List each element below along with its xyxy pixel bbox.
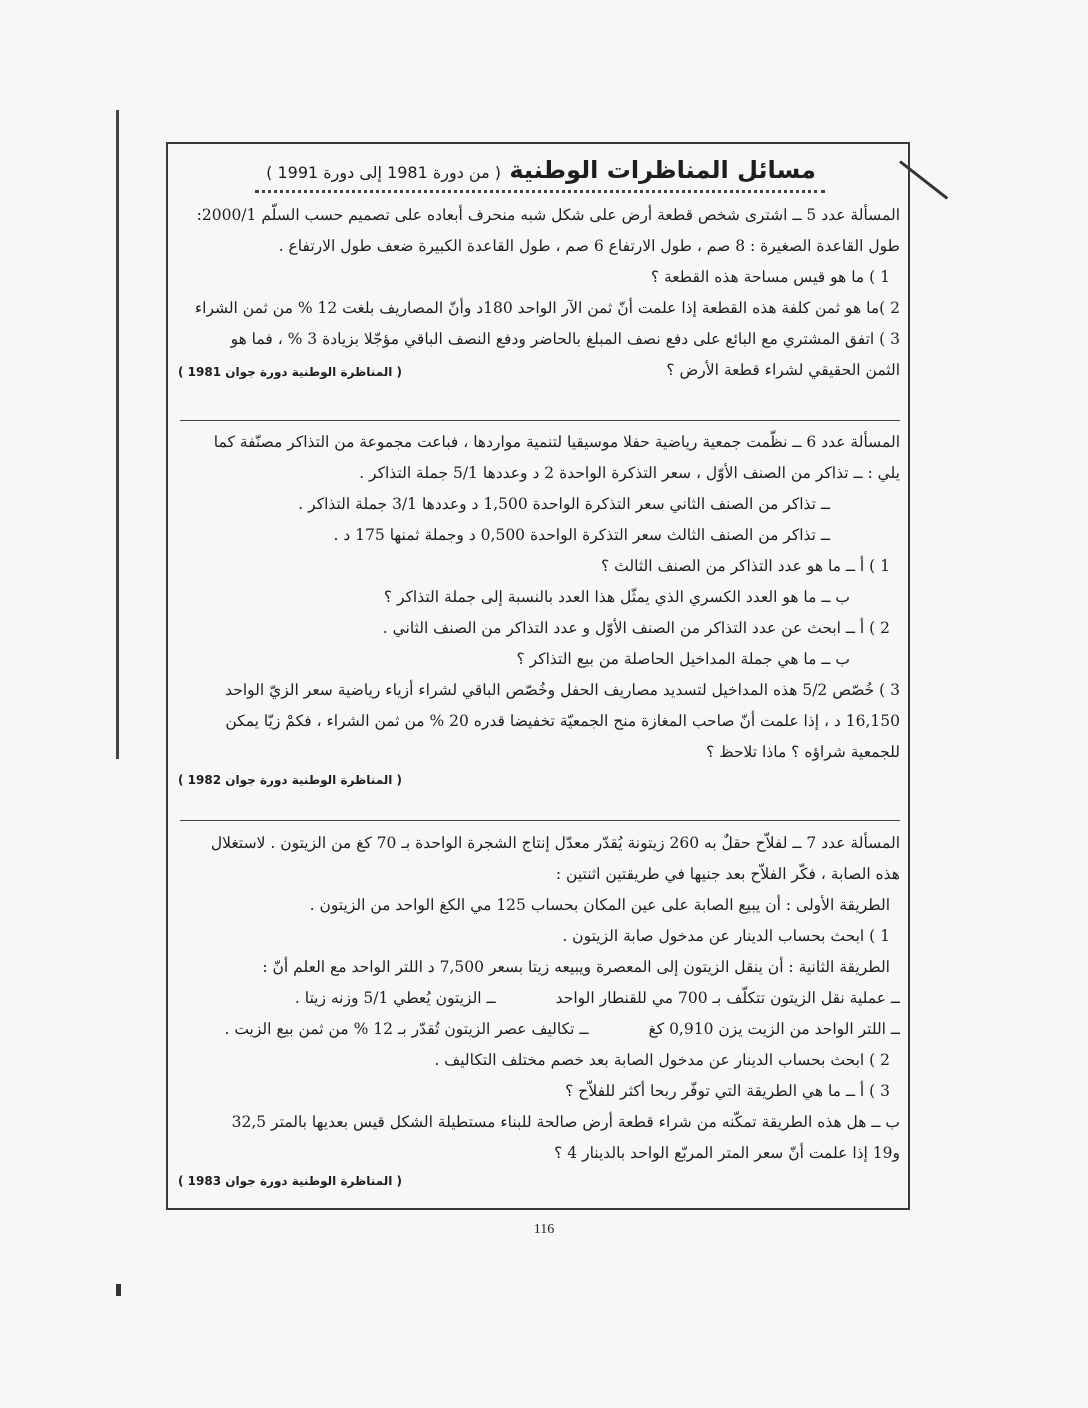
problem-7-press-cost: ــ تكاليف عصر الزيتون تُقدّر بـ 12 % من ثمن بيع الزيت . (224, 1020, 589, 1038)
problem-7-line-8: 2 ) ابحث بحساب الدينار عن مدخول الصابة بعد خصم مختلف التكاليف . (434, 1051, 890, 1069)
scan-left-edge (116, 110, 119, 1290)
problem-5-line-2: طول القاعدة الصغيرة : 8 صم ، طول الارتفاع 6 صم ، طول القاعدة الكبيرة ضعف طول الارتفاع . (278, 237, 900, 255)
problem-7-line-3: الطريقة الأولى : أن يبيع الصابة على عين المكان بحساب 125 مي الكغ الواحد من الزيتون . (309, 896, 890, 914)
problem-7-source: ( المناظرة الوطنية دورة جوان 1983 ) (178, 1174, 403, 1188)
title-dotted-rule (255, 190, 825, 193)
problem-7 (178, 828, 900, 1193)
problem-6-line-10: 16,150 د ، إذا علمت أنّ صاحب المغازة منح الجمعيّة تخفيضا قدره 20 % من ثمن الشراء ، فكمْ زيّا يمكن (225, 712, 900, 730)
problem-6-line-9: 3 ) خُصّص 5/2 هذه المداخيل لتسديد مصاريف الحفل وخُصّص الباقي لشراء أزياء رياضية سعر الزيّ الواحد (225, 681, 900, 699)
problem-5-line-5: 3 ) اتفق المشتري مع البائع على دفع نصف المبلغ بالحاضر ودفع النصف الباقي مؤجّلا بزيادة 3 % ، فما هو (230, 330, 900, 348)
problem-6-line-8: ب ــ ما هي جملة المداخيل الحاصلة من بيع التذاكر ؟ (516, 650, 850, 668)
scan-mark (116, 1284, 121, 1296)
title-main: مسائل المناظرات الوطنية (509, 156, 816, 184)
problem-7-line-9: 3 ) أ ــ ما هي الطريقة التي توفّر ربحا أكثر للفلاّح ؟ (565, 1082, 890, 1100)
problem-7-oil-weight: ــ اللتر الواحد من الزيت يزن 0,910 كغ (648, 1020, 900, 1038)
problem-6-source: ( المناظرة الوطنية دورة جوان 1982 ) (178, 773, 403, 787)
problem-6 (178, 427, 900, 792)
problem-6-line-7: 2 ) أ ــ ابحث عن عدد التذاكر من الصنف الأوّل و عدد التذاكر من الصنف الثاني . (382, 619, 890, 637)
problem-6-line-6: ب ــ ما هو العدد الكسري الذي يمثّل هذا العدد بالنسبة إلى جملة التذاكر ؟ (383, 588, 850, 606)
page-number: 116 (533, 1222, 555, 1237)
problem-6-line-1: المسألة عدد 6 ــ نظّمت جمعية رياضية حفلا موسيقيا لتنمية مواردها ، فباعت مجموعة من التذاكر مصنّفة كما (213, 433, 900, 451)
problem-6-line-11: للجمعية شراؤه ؟ ماذا تلاحظ ؟ (706, 743, 900, 761)
problem-6-line-3: ــ تذاكر من الصنف الثاني سعر التذكرة الواحدة 1,500 د وعددها 3/1 جملة التذاكر . (298, 495, 830, 513)
problem-6-line-2: يلي : ــ تذاكر من الصنف الأوّل ، سعر التذكرة الواحدة 2 د وعددها 5/1 جملة التذاكر . (359, 464, 900, 482)
problem-7-line-2: هذه الصابة ، فكّر الفلاّح بعد جنيها في طريقتين اثنتين : (555, 865, 900, 883)
problem-5 (178, 200, 900, 384)
problem-7-line-7 (178, 1014, 900, 1045)
problem-7-line-4: 1 ) ابحث بحساب الدينار عن مدخول صابة الزيتون . (562, 927, 890, 945)
problem-7-transport-cost: ــ عملية نقل الزيتون تتكلّف بـ 700 مي للقنطار الواحد (555, 989, 900, 1007)
problem-5-source: ( المناظرة الوطنية دورة جوان 1981 ) (178, 365, 403, 379)
problem-5-line-3: 1 ) ما هو قيس مساحة هذه القطعة ؟ (650, 268, 890, 286)
problem-6-line-5: 1 ) أ ــ ما هو عدد التذاكر من الصنف الثالث ؟ (601, 557, 890, 575)
problem-7-line-1: المسألة عدد 7 ــ لفلاّح حقلٌ به 260 زيتونة يُقدّر معدّل إنتاج الشجرة الواحدة بـ 70 كغ من الزيتون . لاستغلال (210, 834, 900, 852)
problem-7-line-10: ب ــ هل هذه الطريقة تمكّنه من شراء قطعة أرض صالحة للبناء مستطيلة الشكل قيس بعديها بالمتر 32,5 (231, 1113, 900, 1131)
page-title (190, 152, 892, 188)
problem-5-line-1: المسألة عدد 5 ــ اشترى شخص قطعة أرض على شكل شبه منحرف أبعاده على تصميم حسب السلّم 2000/1: (196, 206, 900, 224)
divider-1 (180, 420, 900, 421)
problem-5-line-4: 2 )ما هو ثمن كلفة هذه القطعة إذا علمت أنّ ثمن الآر الواحد 180د وأنّ المصاريف بلغت 12 % من ثمن الشراء (194, 299, 900, 317)
problem-7-oil-yield: ــ الزيتون يُعطي 5/1 وزنه زيتا . (294, 989, 496, 1007)
problem-5-line-6: الثمن الحقيقي لشراء قطعة الأرض ؟ (666, 361, 900, 379)
problem-6-line-4: ــ تذاكر من الصنف الثالث سعر التذكرة الواحدة 0,500 د وجملة ثمنها 175 د . (333, 526, 830, 544)
divider-2 (180, 820, 900, 821)
title-subtitle: ( من دورة 1981 إلى دورة 1991 ) (266, 163, 501, 182)
problem-7-line-11: و19 إذا علمت أنّ سعر المتر المربّع الواحد بالدينار 4 ؟ (554, 1144, 900, 1162)
problem-7-line-5: الطريقة الثانية : أن ينقل الزيتون إلى المعصرة ويبيعه زيتا بسعر 7,500 د اللتر الواحد مع العلم أنّ : (262, 958, 890, 976)
problem-7-line-6 (178, 983, 900, 1014)
